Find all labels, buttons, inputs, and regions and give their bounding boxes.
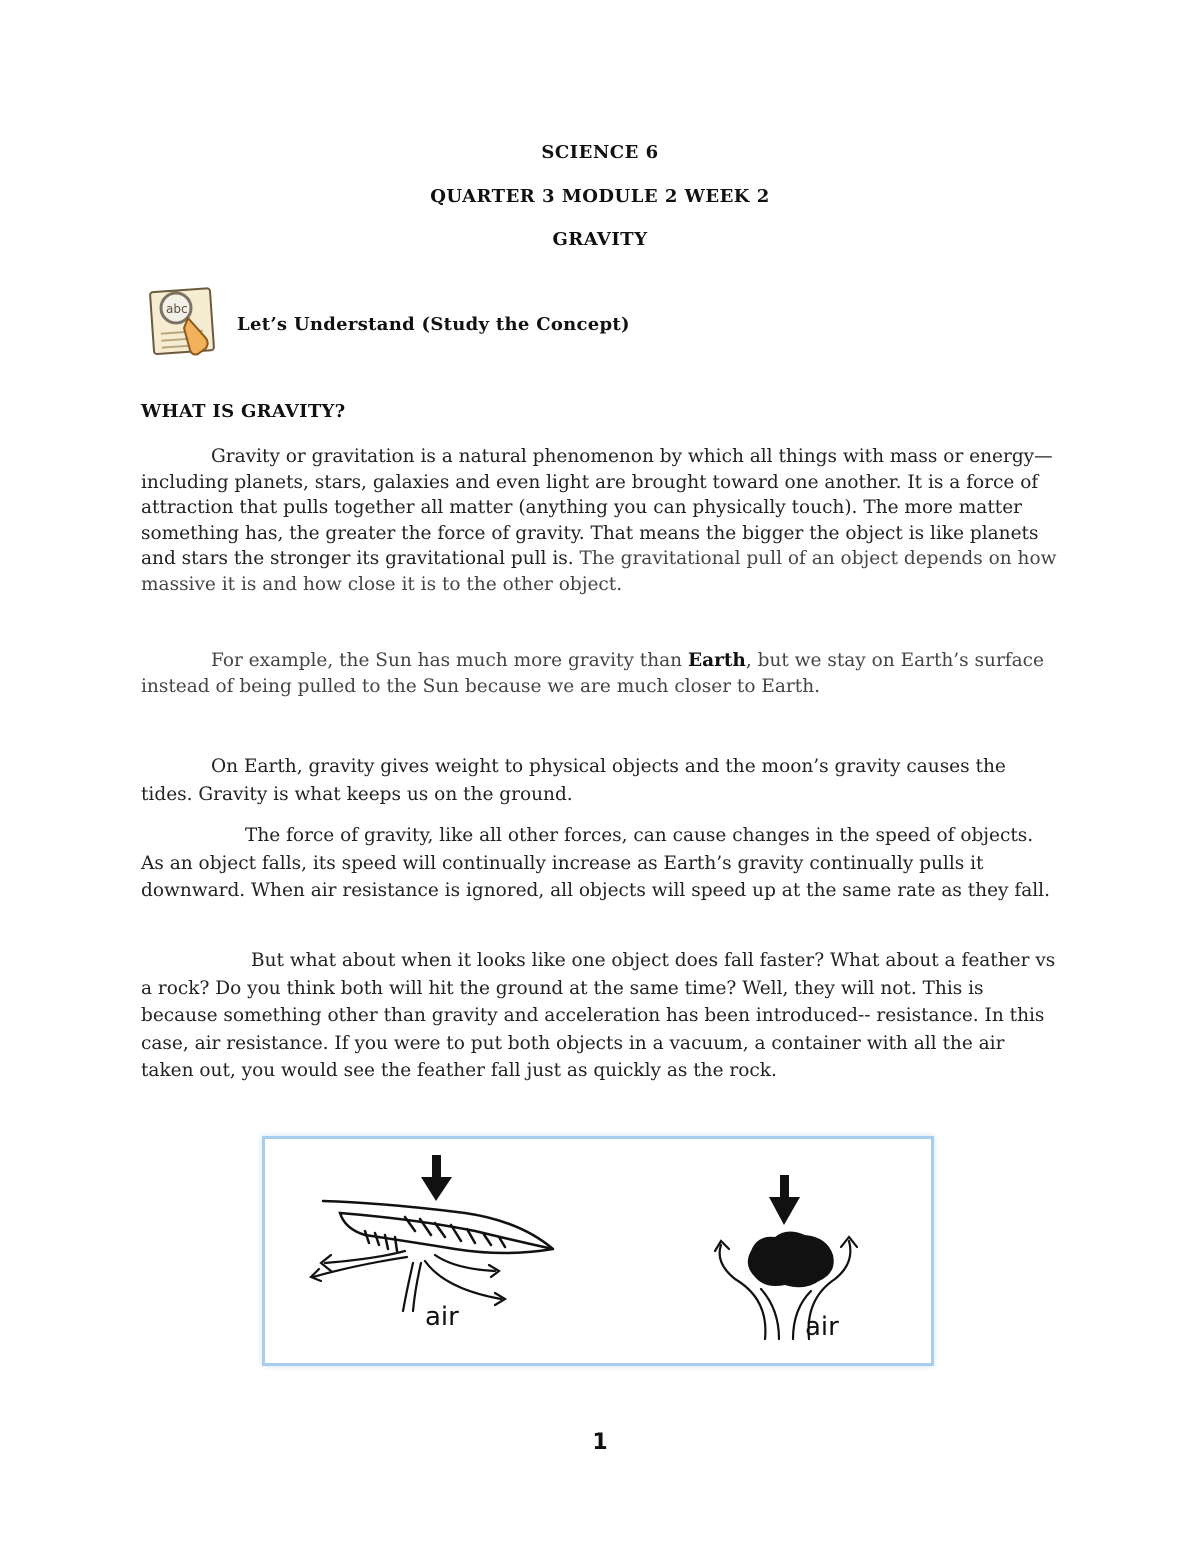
- page-number: 1: [592, 1430, 608, 1455]
- svg-text:abc: abc: [166, 302, 188, 316]
- paragraph-example-before: For example, the Sun has much more gravity than: [211, 650, 683, 671]
- feather-rock-drawing: [265, 1139, 931, 1363]
- paragraph-definition-text: Gravity or gravitation is a natural phenomenon by which all things with mass or energy—including planets, stars, galaxies and even light are brought toward one another. It is a force of attraction that pulls together all matter (anything you can physically touch). The more matter something has, the greater the force of gravity. That means the bigger the object is like planets and stars the stronger its gravitational pull is.: [141, 446, 1053, 569]
- paragraph-earth: [141, 753, 1061, 809]
- rock-air-label: air: [805, 1312, 839, 1342]
- rock-icon: [748, 1231, 834, 1287]
- paragraph-earth-text: On Earth, gravity gives weight to physical objects and the moon’s gravity causes the tides. Gravity is what keeps us on the ground.: [141, 756, 1006, 805]
- feather-icon: [323, 1201, 553, 1253]
- module-heading: QUARTER 3 MODULE 2 WEEK 2: [430, 186, 770, 207]
- paragraph-example-after: , but we stay on Earth’s surface instead of being pulled to the Sun because we are much closer to Earth.: [141, 650, 1044, 697]
- understand-label: Let’s Understand (Study the Concept): [237, 314, 630, 335]
- magnifier-document-icon: [146, 284, 224, 358]
- feather-rock-figure: [262, 1136, 934, 1366]
- paragraph-resistance-text: But what about when it looks like one object does fall faster? What about a feather vs a rock? Do you think both will hit the ground at the same time? Well, they will not. This is because something other than gravity and acceleration has been introduced-- resistance. In this case, air resistance. If you were to put both objects in a vacuum, a container with all the air taken out, you would see the feather fall just as quickly as the rock.: [141, 950, 1056, 1081]
- paragraph-resistance: [141, 947, 1061, 1085]
- paragraph-example-bold: Earth: [688, 650, 746, 671]
- paragraph-definition: [141, 444, 1061, 597]
- paragraph-speed: [141, 822, 1061, 905]
- paragraph-example: [141, 648, 1061, 699]
- feather-air-label: air: [425, 1302, 459, 1332]
- feather-down-arrow-icon: [421, 1155, 452, 1201]
- subject-heading: SCIENCE 6: [541, 142, 659, 163]
- feather-air-arrows-icon: [311, 1251, 505, 1311]
- rock-down-arrow-icon: [769, 1175, 800, 1225]
- topic-heading: GRAVITY: [552, 229, 648, 250]
- paragraph-definition-tail: The gravitational pull of an object depends on how massive it is and how close it is to the other object.: [141, 548, 1057, 595]
- paragraph-speed-text: The force of gravity, like all other forces, can cause changes in the speed of objects. As an object falls, its speed will continually increase as Earth’s gravity continually pulls it downward. When air resistance is ignored, all objects will speed up at the same rate as they fall.: [141, 825, 1050, 901]
- section-title: WHAT IS GRAVITY?: [141, 401, 346, 422]
